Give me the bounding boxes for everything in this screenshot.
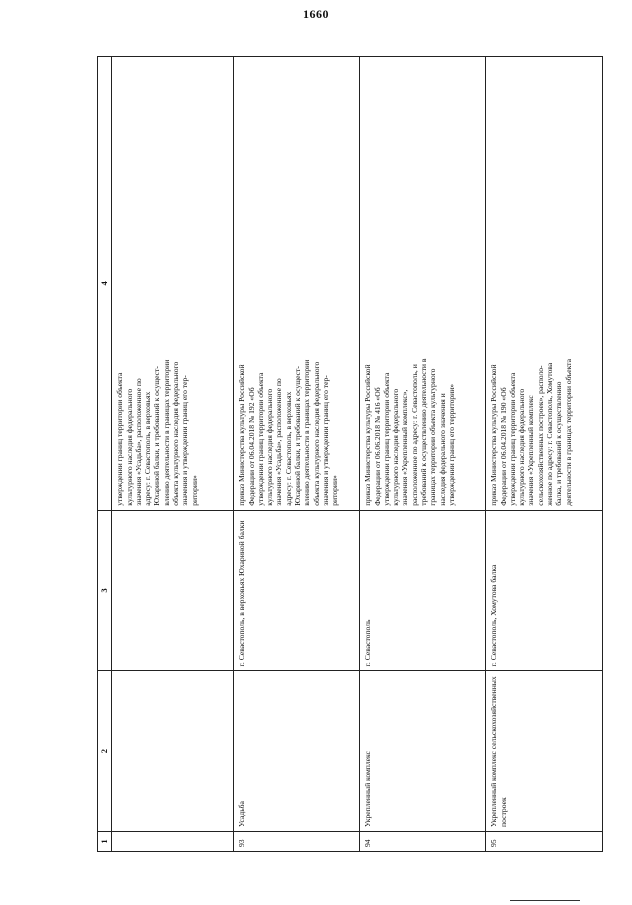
header-col-3: 3: [98, 510, 112, 671]
footer-rule: [510, 900, 580, 901]
object-name: Укрепленный комплекс сельскохозяйственных построек: [486, 671, 603, 832]
object-address: [112, 510, 234, 671]
page-number: 1660: [303, 7, 329, 21]
document-reference: утверждении границ территории объекта культурного наследия федерального значения «Усадьба», расположенное по адресу: г. Севастополь, в верховьях Юхариной балки, и требований к осущест- влению деятельности в границах территории объекта культурного наследия федерального значения и утверждении границ его тер- ритории»: [112, 57, 234, 511]
heritage-objects-table: [97, 56, 603, 852]
row-number: [112, 831, 234, 851]
table-row: [360, 57, 486, 852]
rotated-table-container: [97, 56, 602, 852]
document-reference: приказ Министерства культуры Российской Федерации от 06.06.2018 № 416 «Об утверждении границ территории объекта культурного наследия федерального значения «Укрепленный комплекс», расположенное по адресу: г. Севастополь, и требований к осуществлению деятельности в границах территории объекта культурного наследия федерального значения и утверждении границ его территории»: [360, 57, 486, 511]
object-name: [112, 671, 234, 832]
header-col-1: 1: [98, 831, 112, 851]
table-row: [234, 57, 360, 852]
row-number: 94: [360, 831, 486, 851]
document-reference: приказ Министерства культуры Российской Федерации от 06.04.2018 № 192 «Об утверждении границ территории объекта культурного наследия федерального значения «Усадьба», расположенное по адресу: г. Севастополь, в верховьях Юхариной балки, и требований к осущест- влению деятельности в границах территории объекта культурного наследия федерального значения и утверждении границ его тер- ритории»: [234, 57, 360, 511]
object-address: г. Севастополь, в верховьях Юхариной балки: [234, 510, 360, 671]
object-address: г. Севастополь, Хомутова балка: [486, 510, 603, 671]
object-name: Укрепленный комплекс: [360, 671, 486, 832]
table-header-row: [98, 57, 112, 852]
table-row: [112, 57, 234, 852]
document-reference: приказ Министерства культуры Российской Федерации от 06.04.2018 № 190 «Об утверждении границ территории объекта культурного наследия федерального значения «Укрепленный комплекс сельскохозяйственных построек», располо- женное по адресу: г. Севастополь, Хомутова балка, и требований к осуществлению деятельности в границах территории объекта: [486, 57, 603, 511]
header-col-2: 2: [98, 671, 112, 832]
object-address: г. Севастополь: [360, 510, 486, 671]
row-number: 95: [486, 831, 603, 851]
object-name: Усадьба: [234, 671, 360, 832]
table-row: [486, 57, 603, 852]
row-number: 93: [234, 831, 360, 851]
header-col-4: 4: [98, 57, 112, 511]
